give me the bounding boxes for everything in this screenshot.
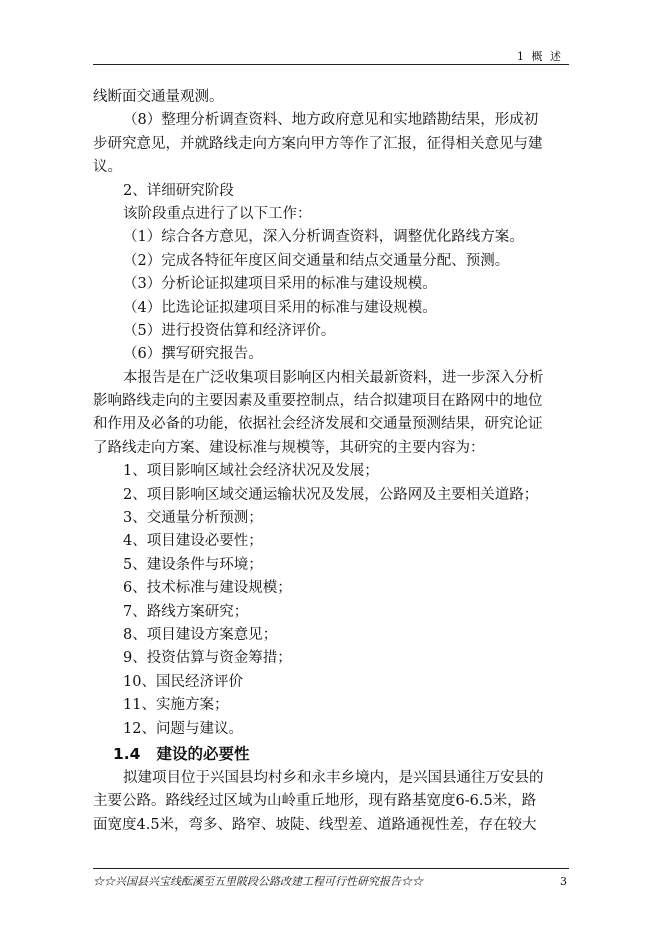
text-line: 3、交通量分析预测；	[123, 510, 263, 527]
text-line: （3）分析论证拟建项目采用的标准与建设规模。	[123, 276, 437, 293]
text-line: 8、项目建设方案意见；	[123, 626, 278, 643]
text-line: 面宽度4.5米，弯多、路窄、坡陡、线型差、道路通视性差，存在较大	[93, 816, 537, 833]
text-line: 2、项目影响区域交通运输状况及发展，公路网及主要相关道路；	[123, 486, 539, 503]
text-line: 10、国民经济评价	[123, 673, 243, 690]
text-line: 步研究意见，并就路线走向方案向甲方等作了汇报，征得相关意见与建	[93, 135, 543, 152]
text-line: （5）进行投资估算和经济评价。	[123, 322, 336, 339]
text-line: 12、问题与建议。	[123, 720, 243, 737]
text-line: 9、投资估算与资金筹措；	[123, 650, 292, 667]
text-line: 主要公路。路线经过区域为山岭重丘地形，现有路基宽度6-6.5米，路	[93, 793, 537, 810]
text-line: 议。	[93, 159, 122, 176]
text-line: （4）比选论证拟建项目采用的标准与建设规模。	[123, 299, 437, 316]
document-body	[93, 86, 579, 837]
section-heading	[93, 741, 579, 767]
text-line: （1）综合各方意见，深入分析调查资料，调整优化路线方案。	[123, 229, 524, 246]
footer-title: ☆☆兴国县兴宝线酝溪至五里陂段公路改建工程可行性研究报告☆☆	[93, 875, 423, 888]
text-line: 7、路线方案研究；	[123, 603, 249, 620]
text-line: 和作用及必备的功能，依据社会经济发展和交通量预测结果，研究论证	[93, 416, 543, 433]
text-line: 1、项目影响区域社会经济状况及发展；	[123, 463, 379, 480]
text-line: 影响路线走向的主要因素及重要控制点，结合拟建项目在路网中的地位	[93, 393, 543, 410]
chapter-title: 1 概 述	[517, 50, 563, 63]
section-title: 建设的必要性	[156, 744, 250, 763]
text-line: 11、实施方案；	[123, 697, 229, 714]
text-line: 该阶段重点进行了以下工作：	[123, 205, 312, 222]
section-number: 1.4	[113, 744, 141, 763]
page-header	[93, 36, 569, 65]
text-line: 了路线走向方案、建设标准与规模等，其研究的主要内容为：	[93, 439, 485, 456]
paragraph-block	[93, 767, 579, 837]
text-line: 本报告是在广泛收集项目影响区内相关最新资料，进一步深入分析	[123, 369, 544, 386]
text-line: 2、详细研究阶段	[123, 182, 234, 199]
text-line: 线断面交通量观测。	[93, 89, 224, 105]
text-line: （8）整理分析调查资料、地方政府意见和实地踏勘结果，形成初	[123, 112, 539, 129]
text-line: （6）撰写研究报告。	[123, 346, 263, 363]
page-footer	[93, 868, 569, 889]
paragraph-block	[93, 86, 579, 741]
text-line: 4、项目建设必要性；	[123, 533, 263, 550]
text-line: 6、技术标准与建设规模；	[123, 580, 292, 597]
text-line: 拟建项目位于兴国县均村乡和永丰乡境内，是兴国县通往万安县的	[123, 769, 544, 786]
text-line: （2）完成各特征年度区间交通量和结点交通量分配、预测。	[123, 252, 510, 269]
page-number: 3	[560, 875, 567, 888]
text-line: 5、建设条件与环境；	[123, 556, 263, 573]
